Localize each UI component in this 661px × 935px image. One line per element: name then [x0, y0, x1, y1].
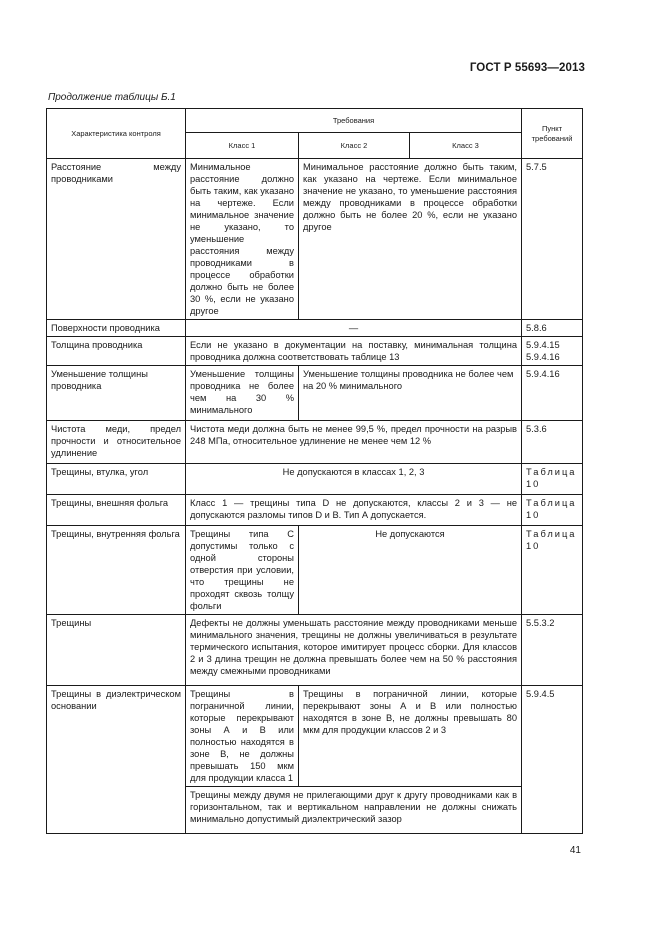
row-all-classes: Дефекты не должны уменьшать расстояние между проводниками меньше минимального значения, трещины не должны увеличиваться в результате термического испытания, которое имитирует процесс сборки. Для классов 2 и 3 длина трещин не должна превышать более чем на 50 % расстояния между смежными проводниками	[186, 615, 522, 686]
table-row	[47, 159, 583, 320]
row-characteristic: Толщина проводника	[47, 337, 186, 366]
row-all-classes: Трещины между двумя не прилегающими друг к другу проводниками как в горизонтальном, так и вертикальном направлении не должны снижать минимально допустимый диэлектрический зазор	[186, 787, 522, 834]
row-characteristic: Трещины в диэлектрическом основании	[47, 686, 186, 834]
header-characteristic: Характеристика контроля	[47, 109, 186, 159]
table-row	[47, 526, 583, 615]
row-class-1: Минимальное расстояние должно быть таким, как указано на чертеже. Если минимальное значение не указано, то уменьшение расстояния между проводниками в процессе обработки должно быть не более 30 %, если не указано другое	[186, 159, 299, 320]
row-characteristic: Трещины, внешняя фольга	[47, 495, 186, 526]
table-row	[47, 464, 583, 495]
row-characteristic: Уменьшение толщины проводника	[47, 366, 186, 421]
row-all-classes: Не допускаются в классах 1, 2, 3	[186, 464, 522, 495]
row-characteristic: Чистота меди, предел прочности и относительное удлинение	[47, 421, 186, 464]
table-row	[47, 366, 583, 421]
document-code: ГОСТ Р 55693—2013	[469, 62, 585, 74]
table-row	[47, 495, 583, 526]
table-row	[47, 686, 583, 787]
row-class-2-3: Трещины в пограничной линии, которые перекрывают зоны А и В или полностью находятся в зоне В, не должны превышать 80 мкм для продукции классов 2 и 3	[299, 686, 522, 787]
header-requirements: Требования	[186, 109, 522, 133]
row-clause: Таблица 10	[522, 526, 583, 615]
row-clause: 5.8.6	[522, 320, 583, 337]
table-row	[47, 615, 583, 686]
row-all-classes: Если не указано в документации на поставку, минимальная толщина проводника должна соответствовать таблице 13	[186, 337, 522, 366]
page-number: 41	[569, 845, 581, 856]
row-clause: 5.9.4.16	[522, 366, 583, 421]
row-characteristic: Трещины, втулка, угол	[47, 464, 186, 495]
table-row	[47, 320, 583, 337]
header-class-2: Класс 2	[299, 133, 410, 159]
table-row	[47, 337, 583, 366]
row-characteristic: Поверхности проводника	[47, 320, 186, 337]
row-clause: 5.9.4.5	[522, 686, 583, 834]
row-clause: Таблица 10	[522, 464, 583, 495]
table-caption: Продолжение таблицы Б.1	[48, 92, 176, 103]
header-class-3: Класс 3	[410, 133, 522, 159]
row-clause: 5.5.3.2	[522, 615, 583, 686]
header-class-1: Класс 1	[186, 133, 299, 159]
row-class-2-3: Уменьшение толщины проводника не более чем на 20 % минимального	[299, 366, 522, 421]
row-all-classes: Чистота меди должна быть не менее 99,5 %, предел прочности на разрыв 248 МПа, относительное удлинение не менее чем 12 %	[186, 421, 522, 464]
row-clause: 5.3.6	[522, 421, 583, 464]
row-all-classes: —	[186, 320, 522, 337]
row-clause: Таблица 10	[522, 495, 583, 526]
row-class-1: Трещины типа С допустимы только с одной стороны отверстия при условии, что трещины не проходят сквозь толщу фольги	[186, 526, 299, 615]
row-class-1: Уменьшение толщины проводника не более чем на 30 % минимального	[186, 366, 299, 421]
row-characteristic: Трещины	[47, 615, 186, 686]
table-header-row	[47, 109, 583, 133]
row-clause: 5.9.4.15 5.9.4.16	[522, 337, 583, 366]
row-characteristic: Расстояние между проводниками	[47, 159, 186, 320]
row-clause: 5.7.5	[522, 159, 583, 320]
table-row	[47, 421, 583, 464]
row-class-2-3: Не допускаются	[299, 526, 522, 615]
row-characteristic: Трещины, внутренняя фольга	[47, 526, 186, 615]
requirements-table	[46, 108, 583, 834]
row-class-2-3: Минимальное расстояние должно быть таким, как указано на чертеже. Если минимальное значение не указано, то уменьшение расстояния между проводниками в процессе обработки должно быть не более 20 %, если не указано другое	[299, 159, 522, 320]
header-clause: Пункт требований	[522, 109, 583, 159]
row-all-classes: Класс 1 — трещины типа D не допускаются, классы 2 и 3 — не допускаются разломы типов D и B. Тип А допускается.	[186, 495, 522, 526]
row-class-1: Трещины в пограничной линии, которые перекрывают зоны А и В или полностью находятся в зоне В, не должны превышать 150 мкм для продукции класса 1	[186, 686, 299, 787]
